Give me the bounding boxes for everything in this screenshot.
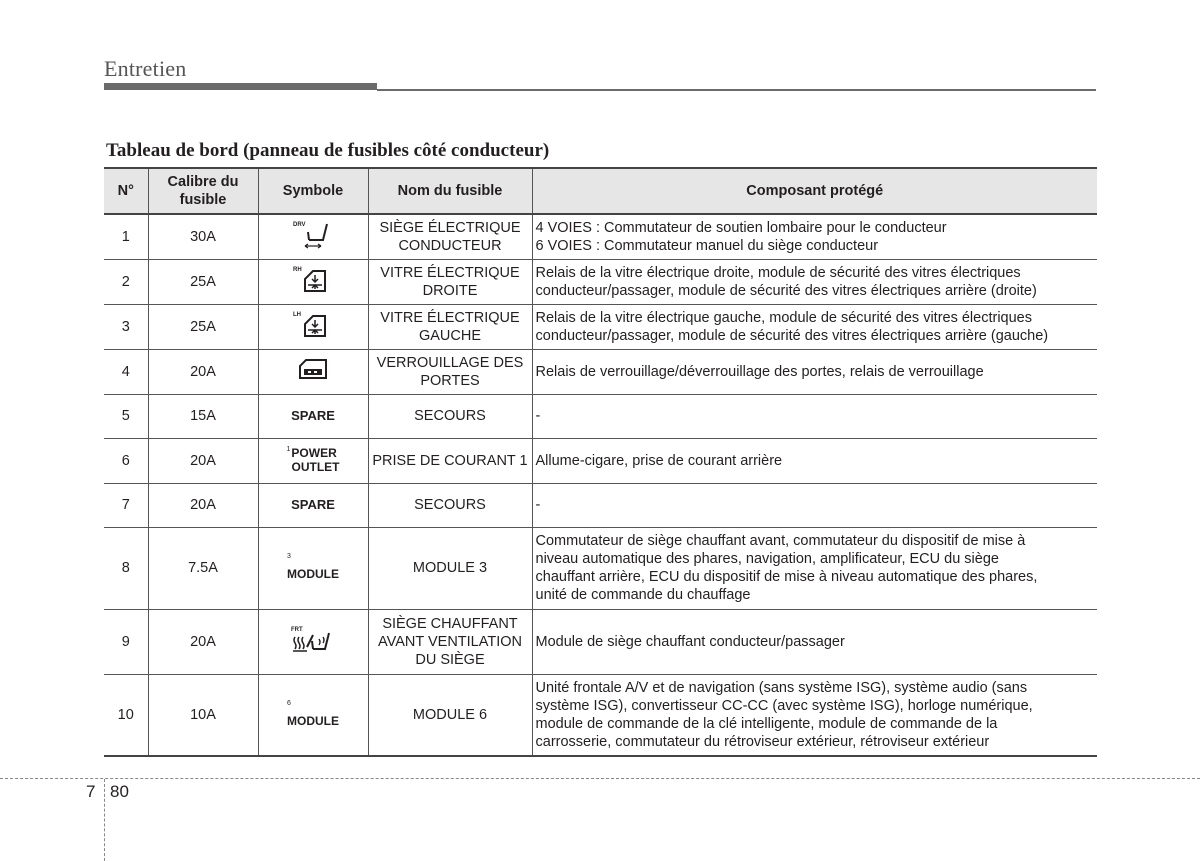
component-line: Commutateur de siège chauffant avant, commutateur du dispositif de mise à <box>535 533 1026 549</box>
row-symbol <box>258 674 368 756</box>
page-number: 80 <box>110 782 129 801</box>
symbol-label <box>287 446 340 474</box>
row-symbol <box>258 394 368 438</box>
row-component <box>532 259 1097 304</box>
component-line: Relais de verrouillage/déverrouillage des portes, relais de verrouillage <box>535 363 984 380</box>
row-fuse-name: VITRE ÉLECTRIQUE GAUCHE <box>368 304 532 349</box>
row-symbol <box>258 527 368 609</box>
row-symbol <box>258 483 368 527</box>
heated-seat-icon <box>289 623 337 655</box>
component-line: Module de siège chauffant conducteur/passager <box>535 633 845 650</box>
power-window-icon <box>291 263 335 295</box>
table-row <box>104 438 1097 483</box>
row-no: 4 <box>104 349 148 394</box>
row-symbol <box>258 214 368 259</box>
component-line: 4 VOIES : Commutateur de soutien lombaire pour le conducteur <box>535 219 947 236</box>
footer-vertical-divider <box>104 779 105 861</box>
row-symbol <box>258 304 368 349</box>
row-rating: 20A <box>148 438 258 483</box>
component-line: - <box>535 497 541 513</box>
header-symbol: Symbole <box>258 168 368 214</box>
component-line: unité de commande du chauffage <box>535 587 751 603</box>
row-fuse-name: MODULE 3 <box>368 527 532 609</box>
power-window-icon <box>291 308 335 340</box>
row-component <box>532 483 1097 527</box>
row-symbol <box>258 609 368 674</box>
row-fuse-name: SIÈGE ÉLECTRIQUE CONDUCTEUR <box>368 214 532 259</box>
header-rule-thin <box>377 89 1096 91</box>
door-lock-icon <box>291 354 335 384</box>
header-no: N° <box>104 168 148 214</box>
symbol-label: SPARE <box>291 497 335 512</box>
row-no: 6 <box>104 438 148 483</box>
component-line: module de commande de la clé intelligente, module de commande de la <box>535 715 998 732</box>
row-symbol <box>258 259 368 304</box>
component-line: système ISG), convertisseur CC-CC (avec système ISG), horloge numérique, <box>535 697 1033 714</box>
row-no: 8 <box>104 527 148 609</box>
row-component <box>532 304 1097 349</box>
table-row <box>104 214 1097 259</box>
component-line: Relais de la vitre électrique gauche, module de sécurité des vitres électriques <box>535 309 1032 326</box>
row-fuse-name: VITRE ÉLECTRIQUE DROITE <box>368 259 532 304</box>
row-symbol <box>258 349 368 394</box>
row-component <box>532 674 1097 756</box>
section-title: Entretien <box>104 56 187 81</box>
component-line: carrosserie, commutateur du rétroviseur extérieur, rétroviseur extérieur <box>535 733 990 750</box>
symbol-index: 3 <box>287 553 291 560</box>
symbol-text: MODULE <box>287 713 339 728</box>
component-line: niveau automatique des phares, navigation, amplificateur, ECU du siège <box>535 551 999 567</box>
row-fuse-name: SECOURS <box>368 483 532 527</box>
symbol-label: DRV <box>293 222 306 229</box>
row-rating: 20A <box>148 349 258 394</box>
row-no: 5 <box>104 394 148 438</box>
component-line: Relais de la vitre électrique droite, module de sécurité des vitres électriques <box>535 264 1021 281</box>
row-rating: 15A <box>148 394 258 438</box>
symbol-label: LH <box>293 312 301 318</box>
row-no: 1 <box>104 214 148 259</box>
row-component <box>532 349 1097 394</box>
symbol-index: 6 <box>287 699 291 707</box>
row-symbol <box>258 438 368 483</box>
header-fuse-name: Nom du fusible <box>368 168 532 214</box>
component-line: Unité frontale A/V et de navigation (sans système ISG), système audio (sans <box>535 679 1028 696</box>
symbol-text: OUTLET <box>291 459 340 474</box>
symbol-text: MODULE <box>287 567 339 581</box>
row-rating: 20A <box>148 609 258 674</box>
row-component <box>532 527 1097 609</box>
table-row <box>104 483 1097 527</box>
symbol-label: RH <box>293 267 302 273</box>
component-line: Allume-cigare, prise de courant arrière <box>535 452 783 469</box>
row-no: 7 <box>104 483 148 527</box>
component-line: conducteur/passager, module de sécurité des vitres électriques arrière (gauche) <box>535 327 1049 344</box>
component-line: chauffant arrière, ECU du dispositif de mise à niveau automatique des phares, <box>535 569 1038 585</box>
table-row <box>104 349 1097 394</box>
row-component <box>532 438 1097 483</box>
table-header-row <box>104 168 1097 214</box>
component-line: - <box>535 408 541 424</box>
row-no: 2 <box>104 259 148 304</box>
header-component: Composant protégé <box>532 168 1097 214</box>
row-fuse-name: SECOURS <box>368 394 532 438</box>
component-line: 6 VOIES : Commutateur manuel du siège conducteur <box>535 237 879 254</box>
symbol-label: SPARE <box>291 408 335 423</box>
symbol-text: POWER <box>291 445 337 460</box>
symbol-label <box>287 700 339 728</box>
table-row <box>104 259 1097 304</box>
row-component <box>532 609 1097 674</box>
table-row <box>104 304 1097 349</box>
symbol-label: FRT <box>291 627 303 633</box>
row-no: 3 <box>104 304 148 349</box>
header-rule-thick <box>104 83 377 90</box>
row-rating: 30A <box>148 214 258 259</box>
row-fuse-name: VERROUILLAGE DES PORTES <box>368 349 532 394</box>
table-row <box>104 609 1097 674</box>
fuse-table <box>104 167 1097 757</box>
row-rating: 20A <box>148 483 258 527</box>
row-component <box>532 394 1097 438</box>
chapter-number: 7 <box>86 782 96 801</box>
row-fuse-name: SIÈGE CHAUFFANT AVANT VENTILATION DU SIÈGE <box>368 609 532 674</box>
row-component <box>532 214 1097 259</box>
symbol-index: 1 <box>286 445 291 453</box>
row-rating: 25A <box>148 259 258 304</box>
row-no: 10 <box>104 674 148 756</box>
table-row <box>104 674 1097 756</box>
table-title: Tableau de bord (panneau de fusibles côté conducteur) <box>106 140 550 161</box>
row-rating: 25A <box>148 304 258 349</box>
symbol-label <box>287 553 339 581</box>
row-rating: 10A <box>148 674 258 756</box>
row-rating: 7.5A <box>148 527 258 609</box>
header-rating: Calibre du fusible <box>148 168 258 214</box>
component-line: conducteur/passager, module de sécurité des vitres électriques arrière (droite) <box>535 282 1037 299</box>
table-row <box>104 527 1097 609</box>
row-no: 9 <box>104 609 148 674</box>
table-row <box>104 394 1097 438</box>
footer-divider <box>0 778 1200 779</box>
row-fuse-name: PRISE DE COURANT 1 <box>368 438 532 483</box>
power-seat-icon <box>291 218 335 250</box>
row-fuse-name: MODULE 6 <box>368 674 532 756</box>
